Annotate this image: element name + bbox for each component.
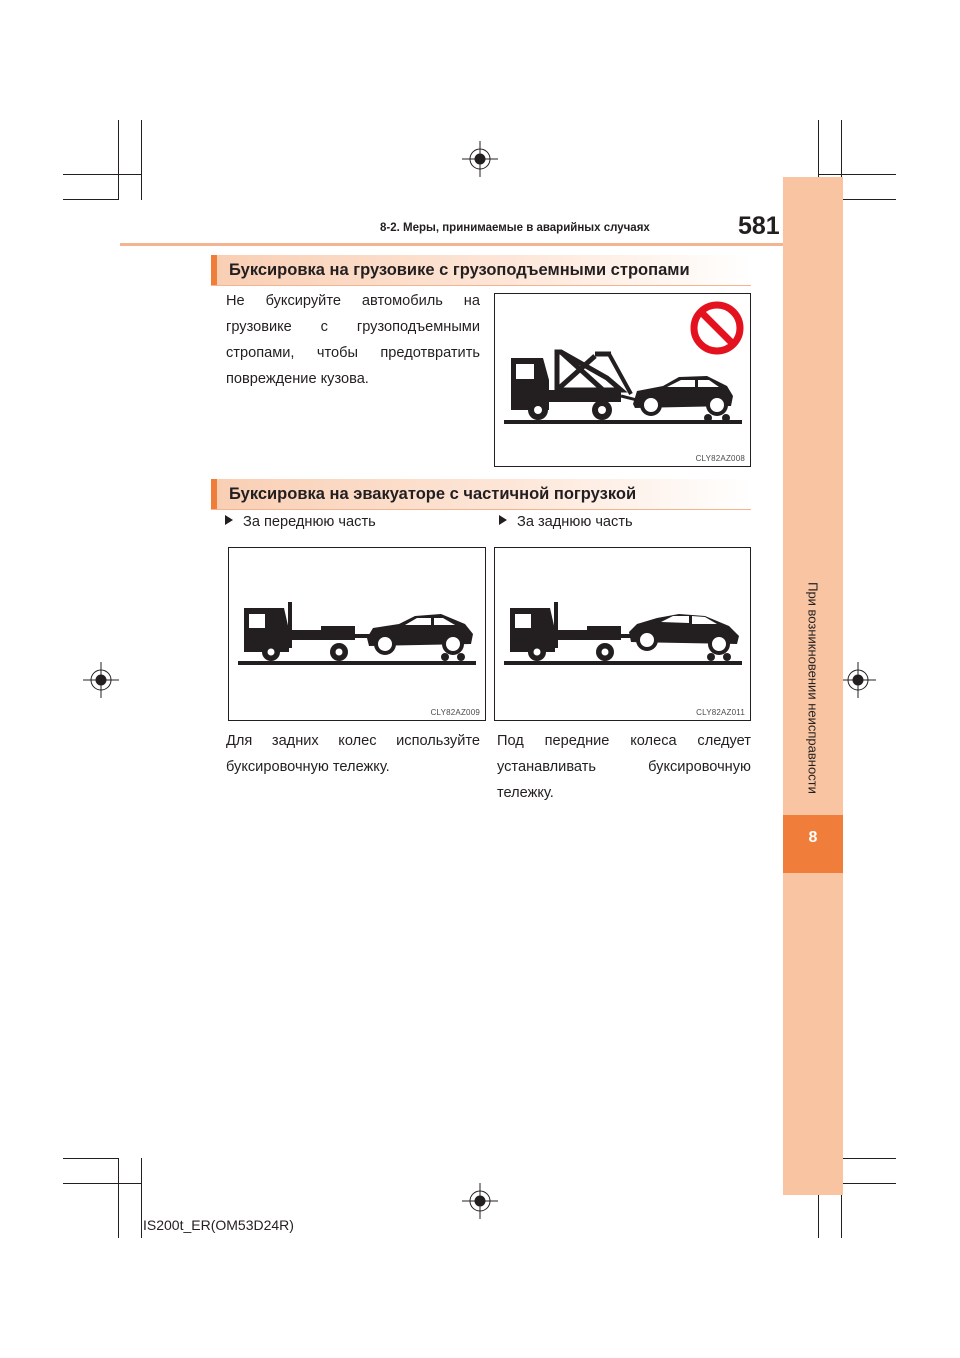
crop-mark: [141, 120, 142, 200]
crop-mark: [818, 174, 896, 175]
crop-mark: [63, 174, 141, 175]
registration-mark-icon: [83, 662, 119, 698]
section-heading-text: Буксировка на эвакуаторе с частичной погрузкой: [229, 485, 637, 503]
bullet-arrow-icon: [499, 515, 507, 525]
front-tow-label: [225, 514, 376, 530]
rear-tow-paragraph: [497, 728, 751, 806]
crop-mark: [63, 199, 118, 200]
car-icon: [629, 614, 739, 661]
paragraph-line: тележку.: [497, 785, 554, 801]
tow-truck-icon: [244, 602, 385, 661]
bullet-text: За переднюю часть: [243, 514, 376, 530]
rear-tow-figure: [494, 547, 751, 721]
paragraph-line: Не буксируйте автомобиль на: [226, 293, 480, 309]
section-heading: [211, 479, 751, 509]
registration-mark-icon: [462, 1183, 498, 1219]
section-heading-text: Буксировка на грузовике с грузоподъемными стропами: [229, 261, 690, 279]
paragraph-line: Под передние колеса следует: [497, 733, 751, 749]
running-header-title: 8-2. Меры, принимаемые в аварийных случаях: [380, 222, 650, 234]
chapter-title-container: [783, 578, 843, 798]
page-number: 581: [738, 212, 780, 240]
front-tow-figure: [228, 547, 486, 721]
front-tow-illustration: [229, 548, 487, 722]
paragraph-line: Для задних колес используйте: [226, 733, 480, 749]
chapter-title: При возникновении неисправности: [805, 582, 821, 794]
sling-tow-figure: [494, 293, 751, 467]
paragraph-line: стропами, чтобы предотвратить: [226, 345, 480, 361]
car-icon: [367, 614, 473, 661]
paragraph-line: грузовике с грузоподъемными: [226, 319, 480, 335]
paragraph-line: повреждение кузова.: [226, 371, 369, 387]
figure-code: CLY82AZ011: [696, 708, 745, 717]
registration-mark-icon: [840, 662, 876, 698]
chapter-number: 8: [808, 829, 818, 846]
paragraph-line: буксировочную тележку.: [226, 759, 390, 775]
registration-mark-icon: [462, 141, 498, 177]
bullet-text: За заднюю часть: [517, 514, 633, 530]
crop-mark: [63, 1158, 118, 1159]
section1-paragraph: [226, 288, 480, 392]
header-rule: [120, 243, 783, 246]
crop-mark: [841, 1158, 896, 1159]
section-heading: [211, 255, 751, 285]
paragraph-line: устанавливать буксировочную: [497, 759, 751, 775]
crop-mark: [141, 1158, 142, 1238]
rear-tow-label: [499, 514, 633, 530]
section-rule: [211, 285, 751, 286]
crop-mark: [118, 1158, 119, 1238]
tow-truck-icon: [511, 352, 645, 420]
sling-tow-illustration: [495, 294, 752, 468]
crop-mark: [118, 120, 119, 200]
section-rule: [211, 509, 751, 510]
document-code: IS200t_ER(OM53D24R): [143, 1217, 294, 1233]
tow-truck-icon: [510, 602, 639, 661]
figure-code: CLY82AZ008: [695, 454, 745, 463]
figure-code: CLY82AZ009: [430, 708, 480, 717]
front-tow-paragraph: [226, 728, 480, 780]
crop-mark: [841, 199, 896, 200]
rear-tow-illustration: [495, 548, 752, 722]
car-icon: [633, 376, 733, 422]
crop-mark: [63, 1183, 141, 1184]
prohibited-icon: [694, 305, 740, 351]
bullet-arrow-icon: [225, 515, 233, 525]
